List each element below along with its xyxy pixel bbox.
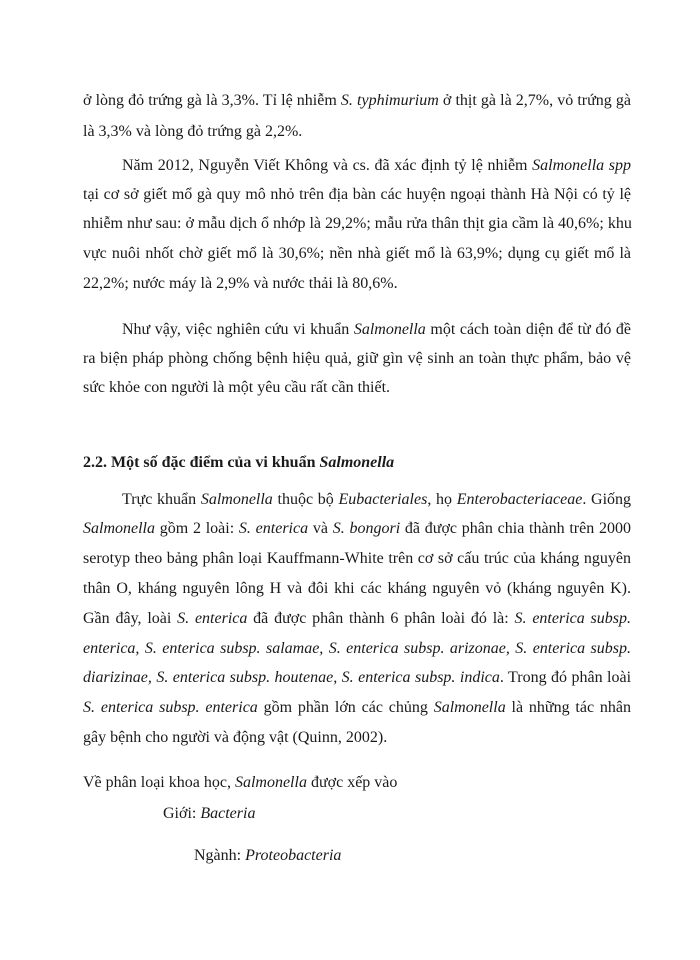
paragraph-2-line-3: nhiễm như sau: ở mẫu dịch ổ nhớp là 29,2%; mẫu rửa thân thịt gia cầm là 40,6%; khu bbox=[83, 215, 632, 232]
species-name: S. enterica subsp. enterica bbox=[83, 699, 258, 716]
family-name: Enterobacteriaceae bbox=[456, 491, 583, 508]
paragraph-4-line-9: gây bệnh cho người và động vật (Quinn, 2002). bbox=[83, 729, 388, 746]
text-run: Như vậy, việc nghiên cứu vi khuẩn bbox=[122, 321, 354, 338]
paragraph-1-line-2: là 3,3% và lòng đỏ trứng gà 2,2%. bbox=[83, 123, 303, 140]
species-name: S. enterica bbox=[238, 520, 309, 537]
species-name: S. typhimurium bbox=[340, 92, 439, 109]
text-run: thuộc bộ bbox=[272, 491, 339, 508]
text-run: gồm phần lớn các chủng bbox=[257, 699, 434, 716]
paragraph-4-line-2 bbox=[83, 519, 631, 539]
species-name: Salmonella bbox=[234, 774, 307, 791]
phylum-value: Proteobacteria bbox=[245, 847, 342, 864]
species-name: Salmonella bbox=[433, 699, 506, 716]
species-name: Salmonella bbox=[200, 491, 273, 508]
text-run: Năm 2012, Nguyễn Viết Không và cs. đã xác định tỷ lệ nhiễm bbox=[122, 157, 533, 174]
paragraph-4-line-8 bbox=[83, 698, 631, 718]
paragraph-2-line-5: 22,2%; nước máy là 2,9% và nước thải là 80,6%. bbox=[83, 275, 398, 292]
paragraph-2-line-4: vực nuôi nhốt chờ giết mổ là 30,6%; nền nhà giết mổ là 63,9%; dụng cụ giết mổ là bbox=[83, 245, 631, 262]
text-run: ở lòng đỏ trứng gà là 3,3%. Tỉ lệ nhiễm bbox=[83, 92, 341, 109]
text-run: đã được phân chia thành trên 2000 bbox=[400, 520, 631, 537]
species-name: S. bongori bbox=[332, 520, 401, 537]
paragraph-3-line-3: sức khỏe con người là một yêu cầu rất cần thiết. bbox=[83, 379, 391, 396]
paragraph-4-line-6: enterica, S. enterica subsp. salamae, S. enterica subsp. arizonae, S. enterica subsp. bbox=[83, 640, 631, 657]
species-name: Salmonella bbox=[83, 520, 155, 537]
text-run: Trực khuẩn bbox=[122, 491, 201, 508]
paragraph-3-line-1 bbox=[122, 320, 631, 340]
text-run: và bbox=[308, 520, 333, 537]
section-heading bbox=[83, 453, 631, 473]
paragraph-4-line-1 bbox=[122, 490, 631, 510]
text-run: . Giống bbox=[582, 491, 632, 508]
paragraph-1-line-1 bbox=[83, 91, 631, 111]
species-name: S. enterica bbox=[177, 610, 248, 627]
text-run: đã được phân thành 6 phân loài đó là: bbox=[247, 610, 515, 627]
text-run: một cách toàn diện để từ đó đề bbox=[425, 321, 631, 338]
classification-kingdom bbox=[163, 804, 463, 824]
heading-text: 2.2. Một số đặc điểm của vi khuẩn bbox=[83, 454, 320, 471]
phylum-label: Ngành: bbox=[194, 847, 246, 864]
text-run: được xếp vào bbox=[306, 774, 398, 791]
paragraph-4-line-4: thân O, kháng nguyên lông H và đôi khi các kháng nguyên vỏ (kháng nguyên K). bbox=[83, 580, 631, 597]
kingdom-label: Giới: bbox=[163, 805, 201, 822]
text-run: , họ bbox=[427, 491, 457, 508]
paragraph-4-line-5 bbox=[83, 609, 631, 629]
paragraph-2-line-1 bbox=[122, 156, 631, 176]
classification-phylum bbox=[194, 846, 494, 866]
text-run: ở thịt gà là 2,7%, vỏ trứng gà bbox=[438, 92, 631, 109]
text-run: là những tác nhân bbox=[505, 699, 632, 716]
heading-genus: Salmonella bbox=[319, 454, 395, 471]
species-name: Salmonella bbox=[353, 321, 426, 338]
text-run: Gần đây, loài bbox=[83, 610, 178, 627]
text-run: Về phân loại khoa học, bbox=[83, 774, 235, 791]
paragraph-4-line-7 bbox=[83, 668, 631, 688]
paragraph-3-line-2: ra biện pháp phòng chống bệnh hiệu quả, giữ gìn vệ sinh an toàn thực phẩm, bảo vệ bbox=[83, 350, 631, 367]
text-run: gồm 2 loài: bbox=[155, 520, 239, 537]
subspecies-list: diarizinae, S. enterica subsp. houtenae, S. enterica subsp. indica bbox=[83, 669, 500, 686]
species-name: Salmonella spp bbox=[532, 157, 632, 174]
paragraph-2-line-2: tại cơ sở giết mổ gà quy mô nhỏ trên địa bàn các huyện ngoại thành Hà Nội có tỷ lệ bbox=[83, 186, 631, 203]
order-name: Eubacteriales bbox=[338, 491, 428, 508]
paragraph-4-line-3: serotyp theo bảng phân loại Kauffmann-White trên cơ sở cấu trúc của kháng nguyên bbox=[83, 550, 631, 567]
classification-intro bbox=[83, 773, 631, 793]
kingdom-value: Bacteria bbox=[200, 805, 256, 822]
species-name: S. enterica subsp. bbox=[514, 610, 632, 627]
text-run: . Trong đó phân loài bbox=[499, 669, 632, 686]
